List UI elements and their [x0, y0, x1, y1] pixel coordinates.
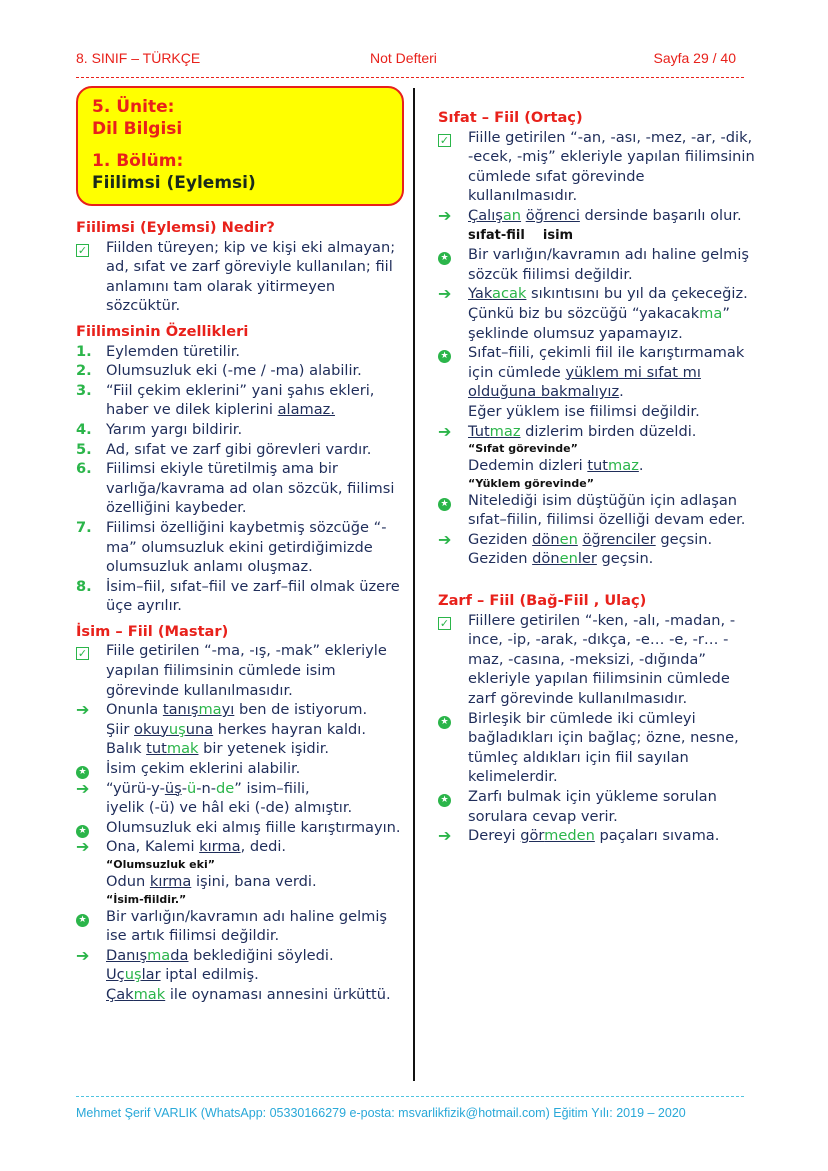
zarf-fiil-definition: ✓ Fiillere getirilen “-ken, -alı, -madan, -ince, -ip, -arak, -dıkça, -e… -e, -r… -maz, -casına, -meksizi, -dığında” ekleriyle yapılan fiilimsinin cümlede zarf görevinde kullanılmasıdır.: [439, 611, 736, 708]
arrow-icon: ➔: [438, 421, 452, 441]
document-title: Not Defteri: [370, 50, 437, 66]
sifat-fiil-example-2: ➔ Yakacak sıkıntısını bu yıl da çekeceğiz.: [438, 284, 748, 304]
sifat-fiil-example-4: ➔ Geziden dönen öğrenciler geçsin.: [438, 529, 713, 549]
star-icon: ★: [438, 245, 460, 265]
arrow-icon: ➔: [76, 945, 90, 965]
page-footer: Mehmet Şerif VARLIK (WhatsApp: 05330166279 e-posta: msvarlikfizik@hotmail.com) Eğitim Yılı: 2019 – 2020: [76, 1106, 686, 1120]
list-item: 8. İsim–fiil, sıfat–fiil ve zarf–fiil olmak üzere üçe ayrılır.: [76, 577, 400, 615]
star-icon: ★: [438, 787, 460, 807]
isim-fiil-note-2: ★ Olumsuzluk eki almış fiille karıştırmayın.: [76, 818, 406, 838]
zarf-fiil-note-2: ★ Zarfı bulmak için yükleme sorulan sorulara cevap verir.: [438, 787, 758, 826]
sifat-fiil-note-1: ★ Bir varlığın/kavramın adı haline gelmiş sözcük fiilimsi değildir.: [438, 245, 758, 284]
star-icon: ★: [438, 343, 460, 363]
arrow-icon: ➔: [438, 284, 452, 304]
arrow-icon: ➔: [76, 837, 90, 857]
right-column: Sıfat – Fiil (Ortaç) ✓ Fiille getirilen “-an, -ası, -mez, -ar, -dik, -ecek, -miş” ekleriyle yapılan fiilimsinin cümlede sıfat görevinde kullanılmasıdır. ➔ Çalışan öğrenci dersinde başarılı olur. sıfat-fiil isim ★ Bir varlığın/kavramın adı haline gelmiş sözcük fiilimsi değildir. ➔ Yakacak sıkıntısını bu yıl da çekeceğiz. Çünkü biz bu sözcüğü “yakacakma” şeklinde olumsuz yapamayız. ★ Sıfat–fiili, çekimli fiil ile karıştırmamak için cümlede yüklem mi sıfat mı olduğuna bakmalıyız. Eğer yüklem ise fiilimsi değildir. ➔ Tutmaz dizlerim birden düzeldi. “Sıfat görevinde” Dedemin dizleri tutmaz. “Yüklem görevinde” ★ Nitelediği isim düştüğün için adlaşan sıfat–fiilin, fiilimsi özelliği devam eder. ➔ Geziden dönen öğrenciler geçsin. Geziden dönenler geçsin. Zarf – Fiil (Bağ-Fiil , Ulaç) ✓ Fiillere getirilen “-ken, -alı, -madan, -ince, -ip, -arak, -dıkça, -e… -e, -r… -maz, -casına, -meksizi, -dığında” ekleriyle yapılan fiilimsinin cümlede zarf görevinde kullanılmasıdır. ★ Birleşik bir cümlede iki cümleyi bağladıkları için bağlaç; özne, nesne, tümleç aldıkları için fiil sayılan kelimelerdir. ★ Zarfı bulmak için yükleme sorulan sorulara cevap verir. ➔ Dereyi görmeden paçaları sıvama.: [438, 106, 758, 846]
caption: “İsim-fiildir.”: [106, 892, 187, 906]
caption: “Yüklem görevinde”: [468, 476, 594, 490]
star-icon: ★: [438, 491, 460, 511]
list-item: 5. Ad, sıfat ve zarf gibi görevleri vardır.: [76, 440, 372, 458]
isim-fiil-example-1: ➔ Onunla tanışmayı ben de istiyorum.: [76, 700, 368, 720]
page-header: [76, 50, 744, 70]
arrow-icon: ➔: [438, 529, 452, 549]
isim-fiil-example-3: ➔ Ona, Kalemi kırma, dedi.: [76, 837, 287, 857]
section-name: Fiilimsi (Eylemsi): [92, 173, 256, 193]
isim-fiil-note-1: ★ İsim çekim eklerini alabilir.: [76, 759, 406, 779]
checkbox-icon: ✓: [439, 133, 450, 147]
left-column: 5. Ünite: Dil Bilgisi 1. Bölüm: Fiilimsi (Eylemsi) Fiilimsi (Eylemsi) Nedir? ✓ Fiilden türeyen; kip ve kişi eki almayan; ad, sıfat ve zarf göreviyle kullanılan; fiil anlamını tam olarak yitirmeyen sözcüktür. Fiilimsinin Özellikleri 1. Eylemden türetilir. 2. Olumsuzluk eki (-me / -ma) alabilir. 3. “Fiil çekim eklerini” yani şahıs ekleri, haber ve dilek kiplerini alamaz. 4. Yarım yargı bildirir. 5. Ad, sıfat ve zarf gibi görevleri vardır. 6. Fiilimsi ekiyle türetilmiş ama bir varlığa/kavrama ad olan sözcük, fiilimsi özelliğini kaybeder. 7. Fiilimsi özelliğini kaybetmiş sözcüğe “-ma” olumsuzluk ekini getirdiğimizde olumsuzluk anlamı oluşmaz. 8. İsim–fiil, sıfat–fiil ve zarf–fiil olmak üzere üçe ayrılır. İsim – Fiil (Mastar) ✓ Fiile getirilen “-ma, -ış, -mak” ekleriyle yapılan fiilimsinin cümlede isim görevinde kullanılmasıdır. ➔ Onunla tanışmayı ben de istiyorum. Şiir okuyuşuna herkes hayran kaldı. Balık tutmak bir yetenek işidir. ★ İsim çekim eklerini alabilir. ➔ “yürü-y-üş-ü-n-de” isim–fiili, iyelik (-ü) ve hâl eki (-de) almıştır. ★ Olumsuzluk eki almış fiille karıştırmayın. ➔ Ona, Kalemi kırma, dedi. “Olumsuzluk eki” Odun kırma işini, bana verdi. “İsim-fiildir.” ★ Bir varlığın/kavramın adı haline gelmiş ise artık fiilimsi değildir. ➔ Danışmada beklediğini söyledi. Uçuşlar iptal edilmiş. Çakmak ile oynaması annesini ürküttü.: [76, 86, 406, 1005]
arrow-icon: ➔: [76, 700, 90, 720]
zarf-fiil-note-1: ★ Birleşik bir cümlede iki cümleyi bağladıkları için bağlaç; özne, nesne, tümleç aldıkları için fiil sayılan kelimelerdir.: [438, 709, 758, 787]
features-list: [76, 342, 406, 616]
arrow-icon: ➔: [76, 778, 90, 798]
isim-fiil-example-4: ➔ Danışmada beklediğini söyledi.: [76, 945, 334, 965]
list-item: 6. Fiilimsi ekiyle türetilmiş ama bir varlığa/kavrama ad olan sözcük, fiilimsi özelliğini kaybeder.: [76, 460, 395, 517]
list-item: 7. Fiilimsi özelliğini kaybetmiş sözcüğe “-ma” olumsuzluk ekini getirdiğimizde olumsuzluk anlamı oluşmaz.: [76, 518, 387, 576]
unit-label: 5. Ünite:: [92, 97, 175, 117]
header-divider: [76, 77, 744, 78]
checkbox-icon: ✓: [77, 243, 88, 257]
star-icon: ★: [76, 818, 98, 838]
unit-name: Dil Bilgisi: [92, 119, 183, 139]
definition-item: ✓ Fiilden türeyen; kip ve kişi eki almayan; ad, sıfat ve zarf göreviyle kullanılan; fiil anlamını tam olarak yitirmeyen sözcüktür.: [77, 238, 396, 315]
caption: “Sıfat görevinde”: [468, 442, 578, 456]
isim-fiil-definition: ✓ Fiile getirilen “-ma, -ış, -mak” ekleriyle yapılan fiilimsinin cümlede isim görevinde kullanılmasıdır.: [77, 642, 387, 699]
zarf-fiil-heading: Zarf – Fiil (Bağ-Fiil , Ulaç): [438, 592, 647, 610]
unit-title-box: [76, 86, 404, 206]
sifat-fiil-note-3: ★ Nitelediği isim düştüğün için adlaşan sıfat–fiilin, fiilimsi özelliği devam eder.: [438, 491, 758, 530]
list-item: 3. “Fiil çekim eklerini” yani şahıs ekleri, haber ve dilek kiplerini alamaz.: [76, 381, 375, 419]
sifat-fiil-example-3: ➔ Tutmaz dizlerim birden düzeldi.: [438, 421, 697, 441]
word-labels: sıfat-fiil isim: [468, 227, 574, 243]
sifat-fiil-note-2: ★ Sıfat–fiili, çekimli fiil ile karıştırmamak için cümlede yüklem mi sıfat mı olduğuna bakmalıyız.: [438, 343, 758, 402]
footer-divider: [76, 1096, 744, 1097]
list-item: 1. Eylemden türetilir.: [76, 342, 241, 360]
checkbox-icon: ✓: [77, 647, 88, 661]
zarf-fiil-example-1: ➔ Dereyi görmeden paçaları sıvama.: [438, 826, 720, 846]
features-heading: Fiilimsinin Özellikleri: [76, 322, 249, 340]
sifat-fiil-example-1: ➔ Çalışan öğrenci dersinde başarılı olur.: [438, 205, 742, 225]
isim-fiil-example-2: ➔ “yürü-y-üş-ü-n-de” isim–fiili,: [76, 778, 310, 798]
arrow-icon: ➔: [438, 205, 452, 225]
list-item: 2. Olumsuzluk eki (-me / -ma) alabilir.: [76, 362, 362, 380]
caption: “Olumsuzluk eki”: [106, 858, 215, 871]
star-icon: ★: [76, 759, 98, 779]
star-icon: ★: [76, 907, 98, 927]
course-label: 8. SINIF – TÜRKÇE: [76, 50, 201, 66]
sifat-fiil-definition: ✓ Fiille getirilen “-an, -ası, -mez, -ar, -dik, -ecek, -miş” ekleriyle yapılan fiilimsinin cümlede sıfat görevinde kullanılmasıdır.: [439, 128, 755, 205]
checkbox-icon: ✓: [439, 616, 450, 630]
page-number: Sayfa 29 / 40: [653, 50, 736, 66]
isim-fiil-note-3: ★ Bir varlığın/kavramın adı haline gelmiş ise artık fiilimsi değildir.: [76, 907, 406, 946]
column-divider: [413, 88, 415, 1081]
section-label: 1. Bölüm:: [92, 151, 184, 171]
arrow-icon: ➔: [438, 826, 452, 846]
isim-fiil-heading: İsim – Fiil (Mastar): [76, 622, 229, 640]
definition-heading: Fiilimsi (Eylemsi) Nedir?: [76, 219, 275, 236]
star-icon: ★: [438, 709, 460, 729]
sifat-fiil-heading: Sıfat – Fiil (Ortaç): [438, 109, 583, 126]
list-item: 4. Yarım yargı bildirir.: [76, 420, 243, 438]
